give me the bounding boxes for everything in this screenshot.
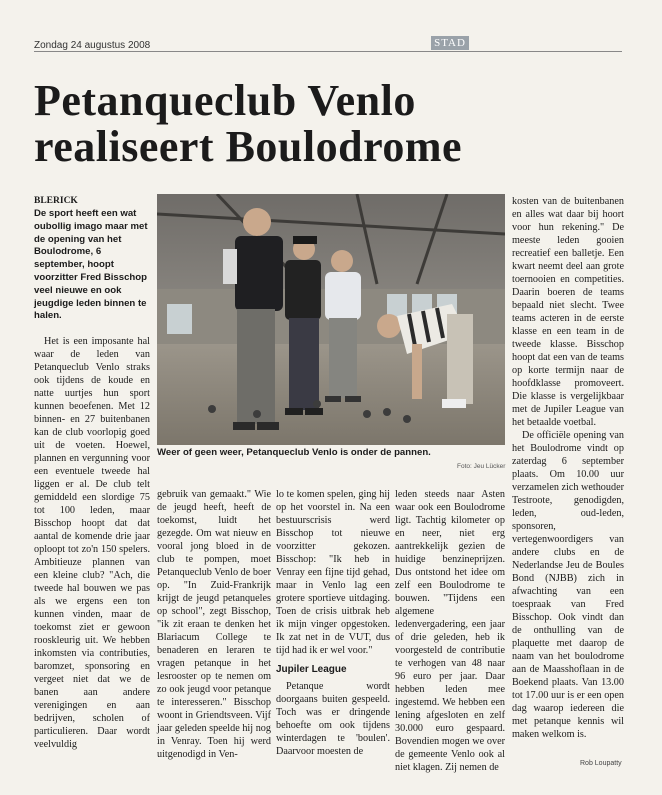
column-2	[157, 488, 271, 761]
body-paragraph: Het is een imposante hal waar de leden van Petanqueclub Venlo straks ook tijdens de koude en natte uurtjes hun sport kunnen beoefenen. Met 12 binnen- en 27 buitenbanen kan de club voorlopig goed uit de voeten. Hoewel, plannen en vergunning voor een eventuele tweede hal liggen er al. De club telt gemiddeld een slordige 75 tot 100 leden, maar Bisschop hoopt dat dat aantal de komende drie jaar oploopt tot zo'n 150 spelers. Ambitieuze plannen van een kleine club? "Ach, die tweede hal bouwen we pas als we ergens een ton kunnen vinden, maar de toekomst ziet er gewoon rooskleurig uit. We hebben inkomsten via contributies, baromzet, sponsoring en vergeet niet dat we de banen aan andere verenigingen en aan bedrijven, scholen of particulieren. Daar wordt veelvuldig	[34, 336, 150, 751]
body-paragraph: leden steeds naar Asten waar ook een Boulodrome ligt. Tachtig kilometer op en neer, niet erg aantrekkelijk gezien de huidige benzineprijzen. Dus ontstond het idee om zelf een Boulodrome te bouwen. "Tijdens een algemene ledenvergadering, een jaar of drie geleden, heb ik voorgesteld de contributie te verhogen van 48 naar 96 euro per jaar. Daar hebben leden mee ingestemd. We hebben een lening afgesloten en zelf 30.000 euro gespaard. Bovendien mogen we over de gemeente Venlo ook al niet klagen. Zij nemen de	[395, 489, 505, 773]
article-photo	[157, 194, 505, 445]
column-3	[276, 488, 390, 758]
dateline: BLERICK	[34, 196, 78, 206]
body-paragraph: lo te komen spelen, ging hij op het voorstel in. Na een bestuurscrisis werd Bisschop tot nieuwe voorzitter gekozen. Bisschop: "Ik heb in Venray een fijne tijd gehad, maar in Venlo lag een grotere sportieve uitdaging. Toen de crisis uitbrak heb ik mijn vinger opgestoken. Ik zat net in de VUT, dus tijd had ik er wel voor."	[276, 489, 390, 656]
photo-credit: Foto: Jeu Lücker	[457, 463, 506, 470]
column-1	[34, 195, 150, 751]
photo-caption: Weer of geen weer, Petanqueclub Venlo is onder de pannen.	[157, 447, 431, 458]
column-4	[395, 488, 505, 774]
photo-boulodrome-players	[157, 194, 505, 445]
headline-line-2: realiseert Boulodrome	[34, 122, 463, 171]
header-rule	[34, 51, 622, 52]
issue-date: Zondag 24 augustus 2008	[34, 40, 151, 51]
column-5	[512, 195, 624, 741]
body-paragraph: kosten van de buitenbanen en alles wat daar bij hoort voor hun rekening." De meeste leden gooien recreatief een balletje. Een kwart neemt deel aan grote toernooien en competities. Daarin boeren de teams bepaald niet slecht. Twee teams acteren in de eerste klasse en een team in de tweede klasse. Bisschop hoopt dat een van de teams op korte termijn naar de hoofdklasse promoveert. Die klasse is vergelijkbaar met de Jupiler League van het betaalde voetbal.	[512, 196, 624, 428]
body-paragraph: gebruik van gemaakt." Wie de jeugd heeft, heeft de toekomst, luidt het gezegde. Om wat nieuw en vooral jong bloed in de club te pompen, moet Petanqueclub Venlo de boer op. "In Zuid-Frankrijk krijgt de jeugd petanqueles op school", zegt Bisschop, "ik zit eraan te denken het Blariacum College te benaderen en leraren te vragen petanque in het lesrooster op te nemen om zo ook jeugd voor petanque te interesseren." Bisschop woont in Griendtsveen. Vijf jaar geleden speelde hij nog in Venray. Toen hij werd uitgenodigd in Ven-	[157, 489, 271, 760]
byline: Rob Loupatty	[580, 760, 622, 767]
article-headline	[34, 78, 634, 170]
section-logo: STAD	[431, 36, 469, 50]
body-paragraph: Petanque wordt doorgaans buiten gespeeld. Toch was er dringende behoefte om ook tijdens winterdagen te 'boulen'. Daarvoor moesten de	[276, 681, 390, 757]
lead-paragraph: De sport heeft een wat oubollig imago maar met de opening van het Boulodrome, 6 september, hoopt voorzitter Fred Bisschop veel nieuwe en ook jeugdige leden binnen te halen.	[34, 208, 148, 322]
body-paragraph: De officiële opening van het Boulodrome vindt op zaterdag 6 september plaats. Om 10.00 uur verzamelen zich wethouder Testroote, genodigden, leden, oud-leden, sponsoren, vertegenwoordigers van andere clubs en de Nederlandse Jeu de Boules Bond (NJBB) zich in afwachting van een toespraak van Fred Bisschop. Ook vindt dan de onthulling van de plaquette met daarop de naam van het boulodrome aan de Maasshoflaan in de Boekend plaats. Van 13.00 tot 17.00 uur is er een open dag waarop iedereen die met petanque kennis wil maken welkom is.	[512, 430, 625, 740]
headline-line-1: Petanqueclub Venlo	[34, 76, 416, 125]
subheading: Jupiler League	[276, 664, 347, 675]
